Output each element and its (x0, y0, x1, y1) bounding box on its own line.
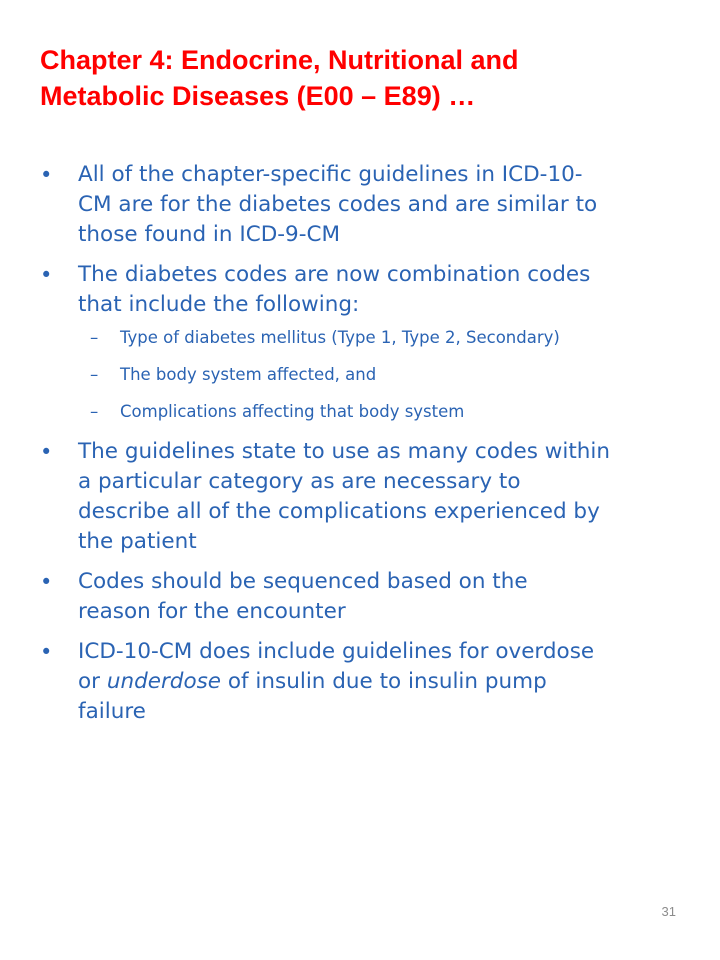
bullet-item (40, 567, 690, 627)
bullet-text-line: that include the following: (78, 292, 360, 317)
bullet-text-line: All of the chapter-specific guidelines in ICD-10- (78, 162, 583, 187)
bullet-text-line (78, 667, 690, 697)
sub-bullet-list (78, 326, 690, 424)
dash-marker: – (90, 365, 99, 384)
text-run: of insulin due to insulin pump (221, 669, 547, 694)
slide-title (40, 42, 690, 114)
bullet-text-line: The diabetes codes are now combination codes (78, 262, 591, 287)
bullet-marker: • (40, 440, 53, 464)
bullet-text-line: CM are for the diabetes codes and are similar to (78, 192, 598, 217)
bullet-text-line (78, 697, 690, 727)
bullet-text-line: a particular category as are necessary to (78, 469, 521, 494)
sub-bullet-item (78, 326, 690, 350)
sub-bullet-item (78, 363, 690, 387)
text-run: or (78, 669, 107, 694)
bullet-marker: • (40, 570, 53, 594)
italic-term: underdose (106, 669, 222, 694)
sub-bullet-text: The body system affected, and (120, 365, 377, 384)
bullet-item (40, 637, 690, 727)
dash-marker: – (90, 328, 99, 347)
bullet-item (40, 160, 690, 250)
title-line: Chapter 4: Endocrine, Nutritional and (40, 45, 519, 75)
bullet-list (40, 160, 690, 737)
bullet-text-line: those found in ICD-9-CM (78, 222, 341, 247)
bullet-text-line: the patient (78, 529, 197, 554)
page-number: 31 (661, 904, 676, 919)
bullet-text-line (78, 637, 690, 667)
bullet-text-line: describe all of the complications experienced by (78, 499, 600, 524)
dash-marker: – (90, 402, 99, 421)
bullet-item (40, 260, 690, 424)
sub-bullet-text: Type of diabetes mellitus (Type 1, Type 2, Secondary) (120, 328, 560, 347)
bullet-marker: • (40, 263, 53, 287)
bullet-text-line: reason for the encounter (78, 599, 346, 624)
text-run: failure (78, 699, 146, 724)
bullet-marker: • (40, 163, 53, 187)
sub-bullet-text: Complications affecting that body system (120, 402, 465, 421)
title-line: Metabolic Diseases (E00 – E89) … (40, 81, 476, 111)
sub-bullet-item (78, 400, 690, 424)
bullet-marker: • (40, 640, 53, 664)
bullet-item (40, 437, 690, 557)
bullet-text-line: Codes should be sequenced based on the (78, 569, 528, 594)
text-run: ICD-10-CM does include guidelines for overdose (78, 639, 595, 664)
bullet-text-line: The guidelines state to use as many codes within (78, 439, 610, 464)
